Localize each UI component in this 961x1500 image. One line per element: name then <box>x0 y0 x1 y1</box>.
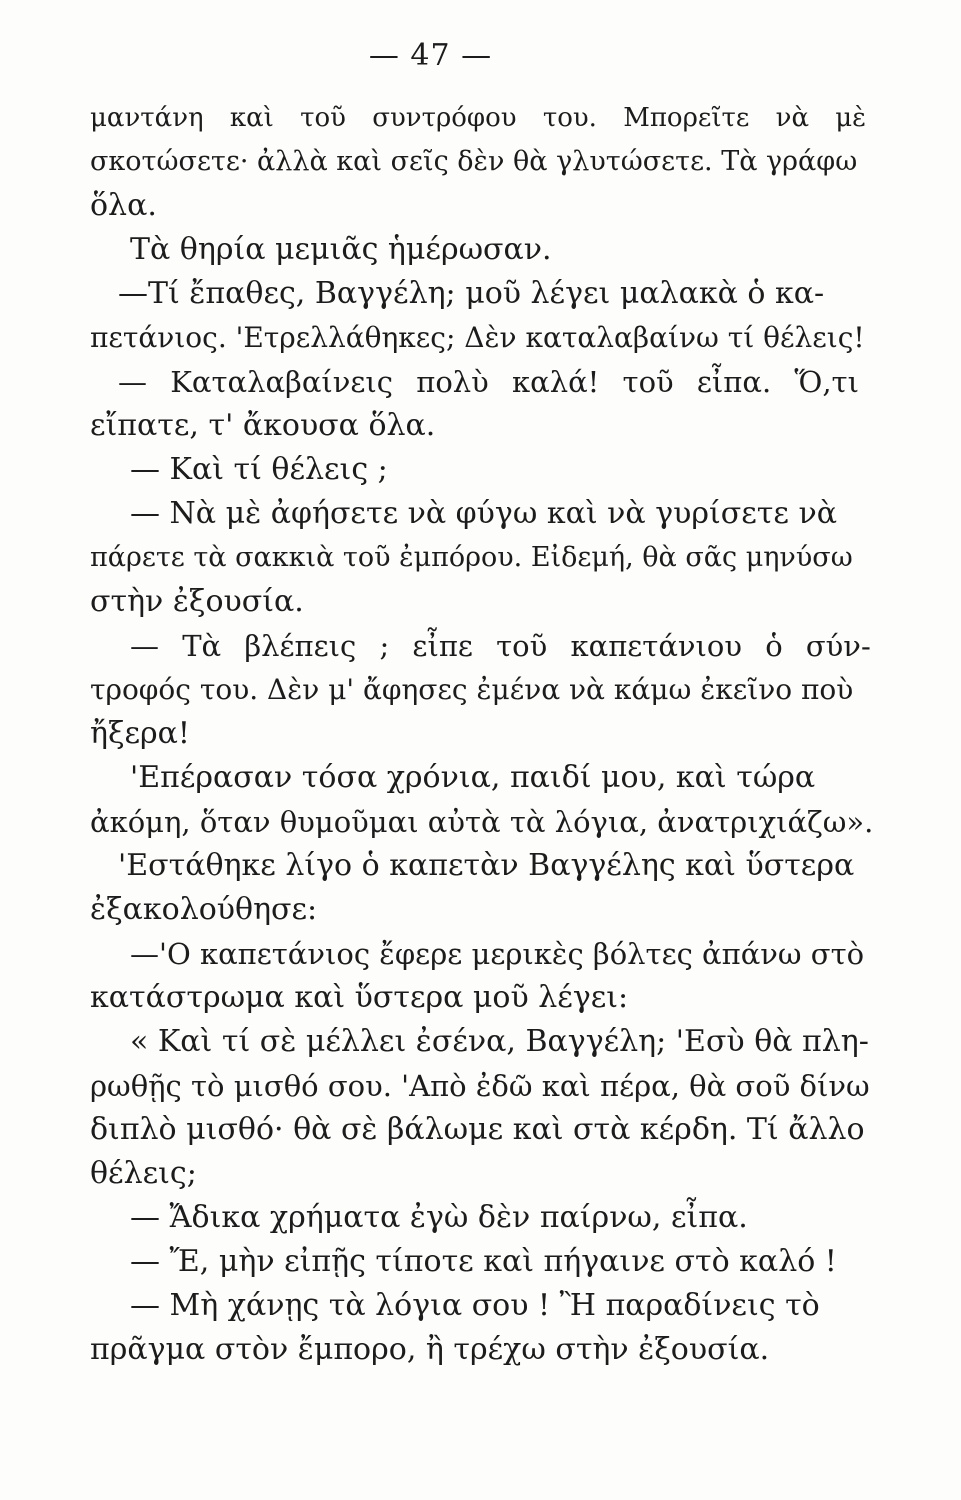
page-number: — 47 — <box>368 38 493 73</box>
text-line: διπλὸ μισθό· θὰ σὲ βάλωμε καὶ στὰ κέρδη. Τί ἄλλο <box>90 1112 865 1147</box>
text-line: ρωθῇς τὸ μισθό σου. 'Απὸ ἐδῶ καὶ πέρα, θὰ σοῦ δίνω <box>90 1069 870 1103</box>
text-line: — Τὰ βλέπεις ; εἶπε τοῦ καπετάνιου ὁ σύν- <box>130 629 871 663</box>
text-line: ἤξερα! <box>90 716 190 751</box>
text-line: στὴν ἐξουσία. <box>90 584 304 619</box>
text-line: ἐξακολούθησε: <box>90 892 318 927</box>
text-line: — Ἔ, μὴν εἰπῇς τίποτε καὶ πήγαινε στὸ καλό ! <box>130 1244 837 1279</box>
text-line: « Καὶ τί σὲ μέλλει ἐσένα, Βαγγέλη; 'Εσὺ θὰ πλη- <box>130 1024 869 1059</box>
text-line: 'Εστάθηκε λίγο ὁ καπετὰν Βαγγέλης καὶ ὕστερα <box>118 848 855 883</box>
text-line: σκοτώσετε· ἀλλὰ καὶ σεῖς δὲν θὰ γλυτώσετε. Τὰ γράφω <box>90 146 858 177</box>
text-line: κατάστρωμα καὶ ὕστερα μοῦ λέγει: <box>90 980 629 1015</box>
text-line: πετάνιος. 'Ετρελλάθηκες; Δὲν καταλαβαίνω τί θέλεις! <box>90 321 865 354</box>
text-line: — Καὶ τί θέλεις ; <box>130 452 388 487</box>
text-line: —'Ο καπετάνιος ἔφερε μερικὲς βόλτες ἀπάνω στὸ <box>130 937 865 971</box>
text-line: θέλεις; <box>90 1156 197 1191</box>
text-line: εἴπατε, τ' ἄκουσα ὅλα. <box>90 408 436 443</box>
text-line: πάρετε τὰ σακκιὰ τοῦ ἐμπόρου. Εἰδεμή, θὰ σᾶς μηνύσω <box>90 542 853 573</box>
text-line: — Νὰ μὲ ἀφήσετε νὰ φύγω καὶ νὰ γυρίσετε νὰ <box>130 496 837 531</box>
text-line: —Τί ἔπαθες, Βαγγέλη; μοῦ λέγει μαλακὰ ὁ κα- <box>118 276 825 311</box>
text-line: — Καταλαβαίνεις πολὺ καλά! τοῦ εἶπα. Ὅ,τι <box>118 365 859 399</box>
text-line: — Ἄδικα χρήματα ἐγὼ δὲν παίρνω, εἶπα. <box>130 1200 748 1235</box>
text-line: πρᾶγμα στὸν ἔμπορο, ἢ τρέχω στὴν ἐξουσία. <box>90 1332 770 1367</box>
text-line: ἀκόμη, ὅταν θυμοῦμαι αὐτὰ τὰ λόγια, ἀνατριχιάζω». <box>90 805 874 839</box>
text-line: — Μὴ χάνῃς τὰ λόγια σου ! Ἢ παραδίνεις τὸ <box>130 1288 820 1323</box>
text-line: 'Επέρασαν τόσα χρόνια, παιδί μου, καὶ τώρα <box>130 760 816 795</box>
text-line: μαντάνη καὶ τοῦ συντρόφου του. Μπορεῖτε νὰ μὲ <box>90 103 867 133</box>
text-line: τροφός του. Δὲν μ' ἄφησες ἐμένα νὰ κάμω ἐκεῖνο ποὺ <box>90 673 854 706</box>
text-line: Τὰ θηρία μεμιᾶς ἡμέρωσαν. <box>130 232 552 267</box>
text-line: ὅλα. <box>90 188 157 223</box>
